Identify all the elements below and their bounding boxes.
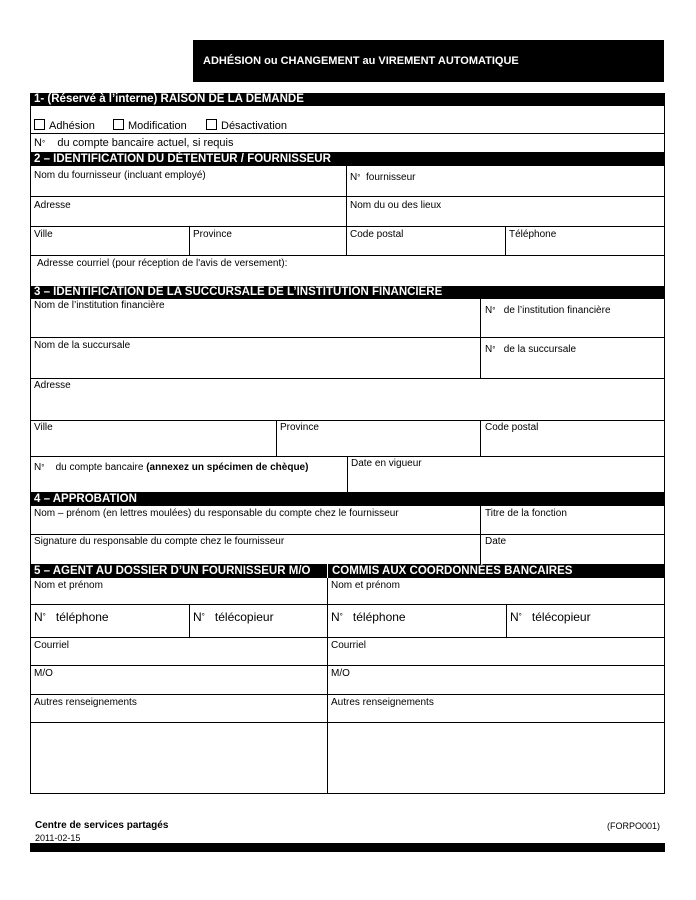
branch-postal-code-field[interactable]: Code postal (485, 422, 539, 433)
divider (30, 604, 665, 605)
divider (30, 637, 665, 638)
border-left (30, 506, 31, 564)
agent-name-field[interactable]: Nom et prénom (34, 580, 103, 591)
divider (189, 226, 190, 255)
agent-other-field[interactable]: Autres renseignements (34, 697, 137, 708)
supplier-no-field[interactable]: N° fournisseur (350, 172, 416, 183)
email-field[interactable]: Adresse courriel (pour réception de l'avis de versement): (37, 258, 288, 269)
divider (347, 456, 348, 492)
border-right (664, 299, 665, 492)
address-field[interactable]: Adresse (34, 200, 71, 211)
divider (327, 578, 328, 794)
option-adhesion[interactable]: Adhésion (34, 119, 95, 133)
postal-code-field[interactable]: Code postal (350, 229, 404, 240)
institution-name-field[interactable]: Nom de l’institution financière (34, 300, 165, 311)
border-right (664, 93, 665, 152)
divider (30, 722, 665, 723)
divider (30, 534, 665, 535)
divider (30, 665, 665, 666)
border-left (30, 93, 31, 152)
divider (480, 420, 481, 456)
footer-bar (30, 843, 665, 852)
footer-date: 2011-02-15 (35, 833, 81, 843)
divider (480, 299, 481, 378)
divider (30, 694, 665, 695)
branch-city-field[interactable]: Ville (34, 422, 53, 433)
branch-address-field[interactable]: Adresse (34, 380, 71, 391)
divider (30, 378, 665, 379)
supplier-name-field[interactable]: Nom du fournisseur (incluant employé) (34, 170, 206, 181)
section3-header: 3 – IDENTIFICATION DE LA SUCCURSALE DE L’INSTITUTION FINANCIÈRE (30, 286, 665, 299)
signature-field[interactable]: Signature du responsable du compte chez le fournisseur (34, 536, 285, 547)
agent-phone-field[interactable]: N° téléphone (34, 610, 109, 624)
divider (505, 226, 506, 255)
current-account-label: N° du compte bancaire actuel, si requis (34, 137, 234, 149)
section5-header-left: 5 – AGENT AU DOSSIER D’UN FOURNISSEUR M/O (30, 564, 327, 578)
desactivation-checkbox[interactable] (206, 119, 217, 130)
divider (276, 420, 277, 456)
province-field[interactable]: Province (193, 229, 232, 240)
place-name-field[interactable]: Nom du ou des lieux (350, 200, 442, 211)
divider (30, 337, 665, 338)
branch-province-field[interactable]: Province (280, 422, 319, 433)
divider (30, 196, 665, 197)
phone-field[interactable]: Téléphone (509, 229, 557, 240)
responsible-name-field[interactable]: Nom – prénom (en lettres moulées) du responsable du compte chez le fournisseur (34, 508, 399, 519)
section2-header: 2 – IDENTIFICATION DU DÉTENTEUR / FOURNISSEUR (30, 152, 665, 166)
divider (506, 604, 507, 637)
clerk-other-field[interactable]: Autres renseignements (331, 697, 434, 708)
approval-date-field[interactable]: Date (485, 536, 507, 547)
divider (189, 604, 190, 637)
border-left (30, 299, 31, 492)
effective-date-field[interactable]: Date en vigueur (351, 458, 422, 469)
divider (30, 133, 665, 134)
footer-code: (FORPO001) (607, 821, 661, 831)
city-field[interactable]: Ville (34, 229, 53, 240)
branch-name-field[interactable]: Nom de la succursale (34, 340, 131, 351)
modification-checkbox[interactable] (113, 119, 124, 130)
border-right (664, 578, 665, 794)
job-title-field[interactable]: Titre de la fonction (485, 508, 567, 519)
border-right (664, 506, 665, 564)
branch-no-field[interactable]: N° de la succursale (485, 344, 577, 355)
form-title: ADHÉSION ou CHANGEMENT au VIREMENT AUTOMATIQUE (193, 40, 664, 82)
agent-fax-field[interactable]: N° télécopieur (193, 610, 274, 624)
divider (30, 420, 665, 421)
section1-header: 1- (Réservé à l’interne) RAISON DE LA DEMANDE (30, 93, 665, 106)
section4-header: 4 – APPROBATION (30, 492, 665, 506)
agent-mo-field[interactable]: M/O (34, 668, 53, 679)
option-desactivation[interactable]: Désactivation (206, 119, 287, 133)
divider (30, 226, 665, 227)
clerk-mo-field[interactable]: M/O (331, 668, 350, 679)
divider (30, 793, 665, 794)
footer-org: Centre de services partagés (35, 820, 169, 831)
section5-header-right: COMMIS AUX COORDONNÉES BANCAIRES (328, 564, 665, 578)
clerk-fax-field[interactable]: N° télécopieur (510, 610, 591, 624)
divider (346, 166, 347, 255)
divider (30, 255, 665, 256)
clerk-phone-field[interactable]: N° téléphone (331, 610, 406, 624)
clerk-name-field[interactable]: Nom et prénom (331, 580, 400, 591)
bank-account-field[interactable]: N° du compte bancaire (annexez un spécimen de chèque) (34, 462, 309, 473)
institution-no-field[interactable]: N° de l’institution financière (485, 305, 611, 316)
option-modification[interactable]: Modification (113, 119, 187, 133)
border-left (30, 578, 31, 794)
adhesion-checkbox[interactable] (34, 119, 45, 130)
agent-email-field[interactable]: Courriel (34, 640, 70, 651)
clerk-email-field[interactable]: Courriel (331, 640, 367, 651)
divider (480, 506, 481, 564)
